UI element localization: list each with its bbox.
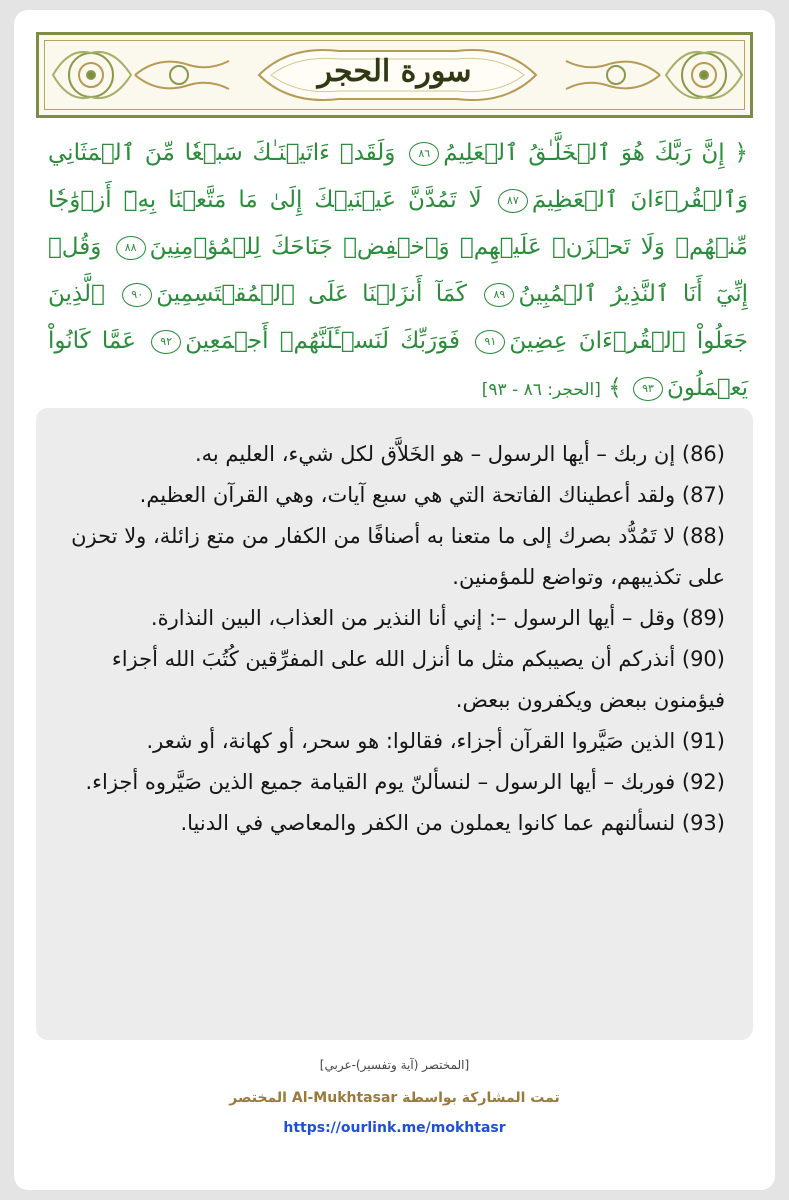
verse-number-badge: ٨٩ [484,283,514,307]
tafsir-line: (90) أنذركم أن يصيبكم مثل ما أنزل الله على المفرِّقين كُتُبَ الله أجزاء [111,647,725,671]
verse-text: كَمَآ أَنزَلۡنَا عَلَى ٱلۡمُقۡتَسِمِينَ [156,281,468,307]
verse-reference: [الحجر: ٨٦ - ٩٣] [481,380,601,400]
shared-by-label: تمت المشاركة بواسطة Al-Mukhtasar المختصر [229,1090,560,1106]
verse-number-badge: ٩٣ [633,377,663,401]
tafsir-line: (87) ولقد أعطيناك الفاتحة التي هي سبع آيات، وهي القرآن العظيم. [139,483,725,507]
tafsir-line: على تكذيبهم، وتواضع للمؤمنين. [452,565,725,589]
source-label: [المختصر (آية وتفسير)-عربي] [319,1058,470,1072]
tafsir-line: فيؤمنون ببعض ويكفرون ببعض. [455,688,725,712]
verse-text: فَوَرَبِّكَ لَنَسۡـَٔلَنَّهُمۡ أَجۡمَعِينَ [185,328,461,354]
content-card [14,10,775,1190]
verse-text: وَلَقَدۡ ءَاتَيۡنَـٰكَ سَبۡعٗا مِّنَ ٱلۡمَثَانِي وَٱلۡقُرۡءَانَ ٱلۡعَظِيمَ [48,140,748,213]
verse-text: وَقُلۡ إِنِّيٓ أَنَا ٱلنَّذِيرُ ٱلۡمُبِينُ [48,234,748,307]
ornate-open-bracket: ﴿ [734,140,749,166]
tafsir-line: (88) لا تَمُدُّد بصرك إلى ما متعنا به أصنافًا من الكفار من متع زائلة، ولا تحزن [71,524,725,548]
tafsir-line: (86) إن ربك – أيها الرسول – هو الخَلاَّق لكل شيء، العليم به. [194,442,725,466]
surah-header-banner [36,32,753,118]
verses-block [48,130,748,414]
surah-title: سورة الحجر [317,54,472,89]
tafsir-line: (92) فوربك – أيها الرسول – لنسألنّ يوم القيامة جميع الذين صَيَّروه أجزاء. [85,770,725,794]
tafsir-line: (91) الذين صَيَّروا القرآن أجزاء، فقالوا: هو سحر، أو كهانة، أو شعر. [146,729,725,753]
verse-text: إِنَّ رَبَّكَ هُوَ ٱلۡخَلَّـٰقُ ٱلۡعَلِيمُ [443,140,725,166]
tafsir-line: (93) لنسألنهم عما كانوا يعملون من الكفر والمعاصي في الدنيا. [180,811,725,835]
ornate-close-bracket: ﴾ [608,375,622,401]
verse-number-badge: ٩١ [475,330,505,354]
verse-text: ٱلَّذِينَ جَعَلُواْ ٱلۡقُرۡءَانَ عِضِينَ [48,281,749,354]
verse-number-badge: ٩٢ [151,330,181,354]
mukhtasar-link[interactable]: https://ourlink.me/mokhtasr [283,1120,506,1136]
verse-text: لَا تَمُدَّنَّ عَيۡنَيۡكَ إِلَىٰ مَا مَتَّعۡنَا بِهِۦٓ أَزۡوَٰجٗا مِّنۡهُمۡ وَلَا تَحۡزَنۡ عَلَيۡهِمۡ وَٱخۡفِضۡ جَنَاحَكَ لِلۡمُؤۡمِنِينَ [48,187,749,260]
verse-number-badge: ٩٠ [122,283,152,307]
tafsir-box [36,408,753,1040]
verse-text: عَمَّا كَانُواْ يَعۡمَلُونَ [48,328,748,401]
tafsir-line: (89) وقل – أيها الرسول –: إني أنا النذير من العذاب، البين النذارة. [150,606,725,630]
verse-number-badge: ٨٦ [409,142,439,166]
verse-number-badge: ٨٨ [116,236,146,260]
verse-number-badge: ٨٧ [498,189,528,213]
